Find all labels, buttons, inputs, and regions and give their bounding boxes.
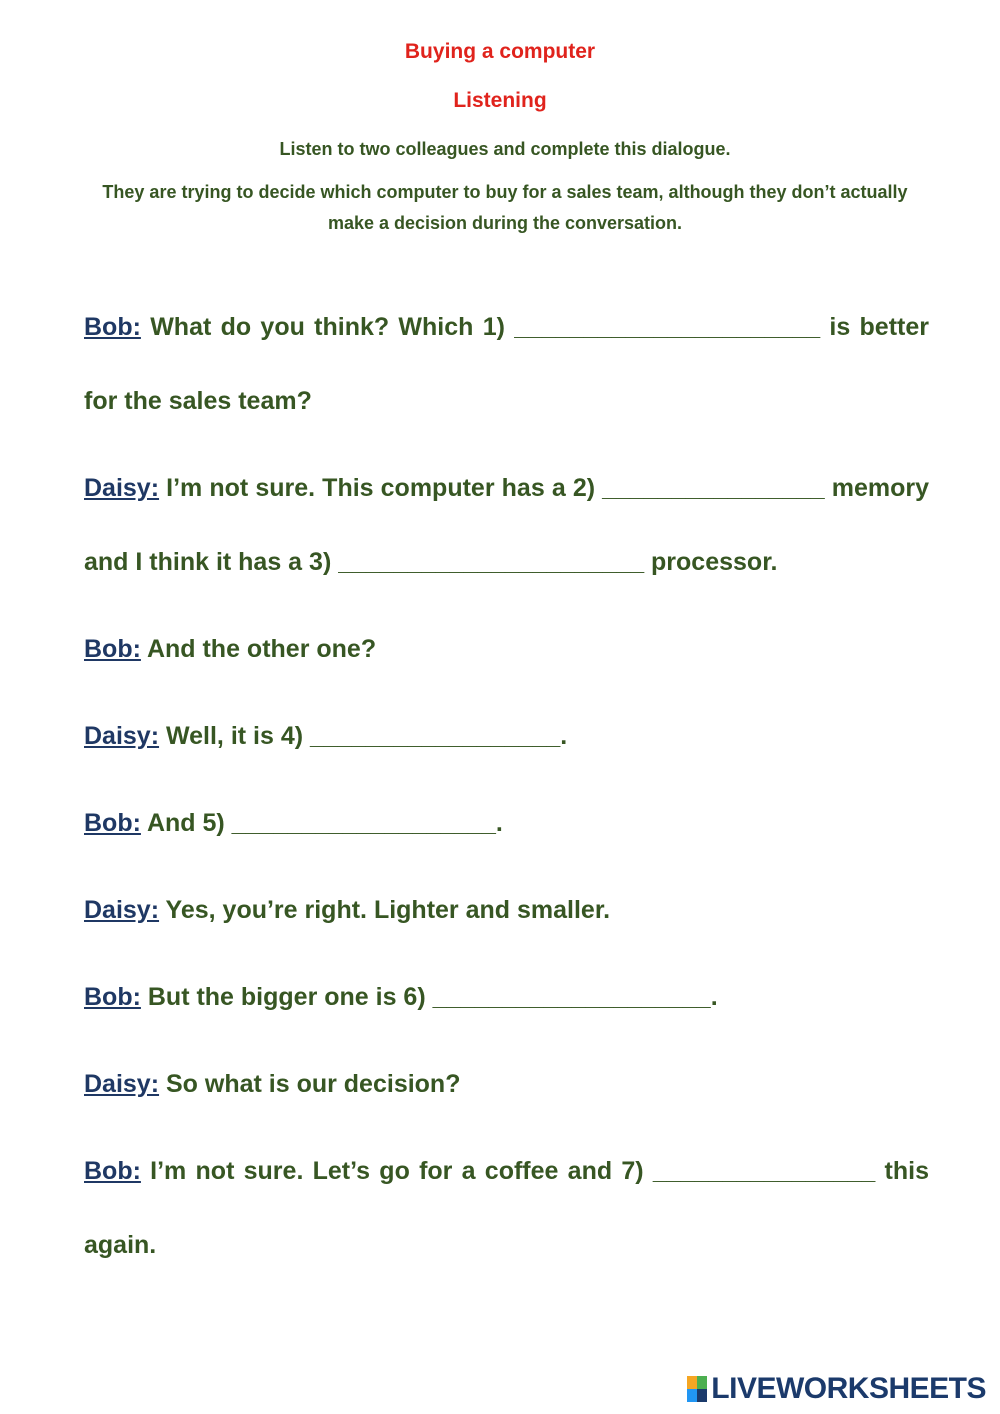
- dialogue-line-3: [84, 612, 929, 686]
- dialogue-line-1: [84, 290, 929, 438]
- speaker-label: Daisy:: [84, 722, 160, 750]
- answer-blank-2[interactable]: ________________: [602, 474, 825, 502]
- logo-text: LIVEWORKSHEETS: [711, 1372, 986, 1405]
- dialogue-line-5: [84, 786, 929, 860]
- speaker-label: Daisy:: [84, 1070, 160, 1098]
- line-text: .: [710, 983, 718, 1011]
- speaker-label: Bob:: [84, 983, 141, 1011]
- speaker-label: Bob:: [84, 635, 141, 663]
- dialogue-line-9: [84, 1134, 929, 1282]
- dialogue-line-8: [84, 1047, 929, 1121]
- instruction-text: Listen to two colleagues and complete this dialogue.: [279, 139, 731, 159]
- liveworksheets-logo-icon: [687, 1376, 707, 1402]
- dialogue: [84, 290, 929, 1295]
- answer-blank-7[interactable]: ________________: [652, 1157, 876, 1185]
- line-text: this again.: [84, 1157, 929, 1259]
- line-text: .: [560, 722, 568, 750]
- page-title: Buying a computer: [404, 40, 596, 63]
- answer-blank-1[interactable]: ______________________: [514, 313, 821, 341]
- line-text: I’m not sure. This computer has a 2): [159, 474, 603, 502]
- line-text: And the other one?: [140, 635, 377, 663]
- dialogue-line-2: [84, 451, 929, 599]
- dialogue-line-4: [84, 699, 929, 773]
- speaker-label: Bob:: [84, 313, 141, 341]
- dialogue-line-6: [84, 873, 929, 947]
- line-text: So what is our decision?: [159, 1070, 461, 1098]
- line-text: .: [495, 809, 503, 837]
- line-text: Yes, you’re right. Lighter and smaller.: [159, 896, 611, 924]
- line-text: I’m not sure. Let’s go for a coffee and 7): [140, 1157, 653, 1185]
- line-text: But the bigger one is 6): [140, 983, 433, 1011]
- dialogue-line-7: [84, 960, 929, 1034]
- line-text: What do you think? Which 1): [140, 313, 515, 341]
- line-text: Well, it is 4): [159, 722, 311, 750]
- answer-blank-6[interactable]: ____________________: [432, 983, 711, 1011]
- line-text: memory and I think it has a 3) ______________________ processor.: [84, 474, 930, 576]
- liveworksheets-logo: [687, 1372, 986, 1406]
- context-text: They are trying to decide which computer to buy for a sales team, although they don’t actually make a decision during the conversation.: [102, 182, 908, 233]
- speaker-label: Daisy:: [84, 474, 160, 502]
- line-text: is better for the sales team?: [84, 313, 929, 415]
- answer-blank-4[interactable]: __________________: [310, 722, 561, 750]
- line-text: And 5): [140, 809, 232, 837]
- page-subtitle: Listening: [453, 89, 547, 112]
- speaker-label: Bob:: [84, 1157, 141, 1185]
- speaker-label: Daisy:: [84, 896, 160, 924]
- answer-blank-5[interactable]: ___________________: [231, 809, 496, 837]
- speaker-label: Bob:: [84, 809, 141, 837]
